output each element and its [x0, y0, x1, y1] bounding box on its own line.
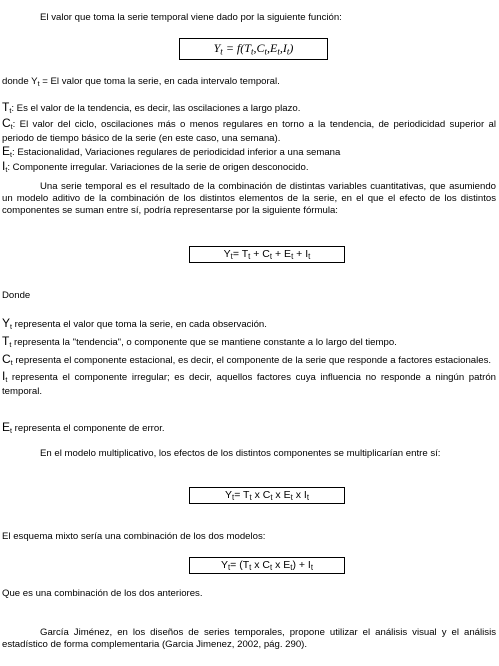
paragraph-additive: Una serie temporal es el resultado de la combinación de distintas variables cuantitativas, que asumiendo un modelo aditivo de la combinación de los distintos elementos de la serie, en el que el efecto de los distintos componentes se suman entre sí, podría representarse por la siguiente fórmula:: [2, 181, 496, 216]
paragraph-mixed: El esquema mixto sería una combinación de los dos modelos:: [2, 531, 266, 542]
formula-function: $Y_t = f(T_t,C_t,E_t,I_t)$: [213, 41, 294, 57]
formula-additive-box: [189, 246, 345, 263]
component-t: $T_t$ representa la "tendencia", o componente que se mantiene constante a lo largo del tiempo.: [2, 333, 397, 349]
combination-text: Que es una combinación de los dos anteriores.: [2, 588, 203, 599]
paragraph-multiplicative: En el modelo multiplicativo, los efectos de los distintos componentes se multiplicarían entre sí:: [40, 448, 441, 459]
donde-label: Donde: [2, 290, 31, 301]
component-trend: $T_t$: Es el valor de la tendencia, es decir, las oscilaciones a largo plazo.: [2, 100, 301, 115]
component-c: $C_t$ representa el componente estacional, es decir, el componente de la serie que responde a factores estacionales.: [2, 351, 492, 367]
component-seasonality: $E_t$: Estacionalidad, Variaciones regulares de periodicidad inferior a una semana: [2, 143, 341, 159]
component-irregular: $I_t$: Componente irregular. Variaciones de la serie de origen desconocido.: [2, 159, 309, 175]
component-i: $I_t$ representa el componente irregular; es decir, aquellos factores cuya influencia no responde a ningún patrón temporal.: [2, 369, 496, 398]
component-error: $E_t$ representa el componente de error.: [2, 420, 165, 435]
formula-multiplicative: $Y_t= T_t$ x $C_t$ x $E_t$ x $I_t$: [224, 489, 309, 502]
formula-mixed-box: [189, 557, 345, 574]
formula-mixed: $Y_t= (T_t$ x $C_t$ x $E_t) + I_t$: [220, 559, 314, 572]
intro-text: El valor que toma la serie temporal viene dado por la siguiente función:: [40, 12, 342, 23]
paragraph-garcia: García Jiménez, en los diseños de series temporales, propone utilizar el análisis visual y el análisis estadístico de forma complementaria (Garcia Jimenez, 2002, pág. 290).: [2, 627, 496, 650]
components-list-1: [2, 101, 496, 176]
definition-intro: donde $Y_t = El$ valor que toma la serie, en cada intervalo temporal.: [2, 76, 280, 88]
components-list-2: [2, 317, 496, 398]
formula-additive: $Y_t= T_t + C_t + E_t + I_t$: [223, 248, 311, 261]
component-cycle: $C_t$: El valor del ciclo, oscilaciones más o menos regulares en torno a la tendencia, de periodicidad superior al periodo de tiempo básico de la serie (en este caso, una semana).: [2, 115, 496, 144]
formula-function-box: [179, 38, 328, 60]
component-y: $Y_t$ representa el valor que toma la serie, en cada observación.: [2, 316, 267, 331]
formula-multiplicative-box: [189, 487, 345, 504]
